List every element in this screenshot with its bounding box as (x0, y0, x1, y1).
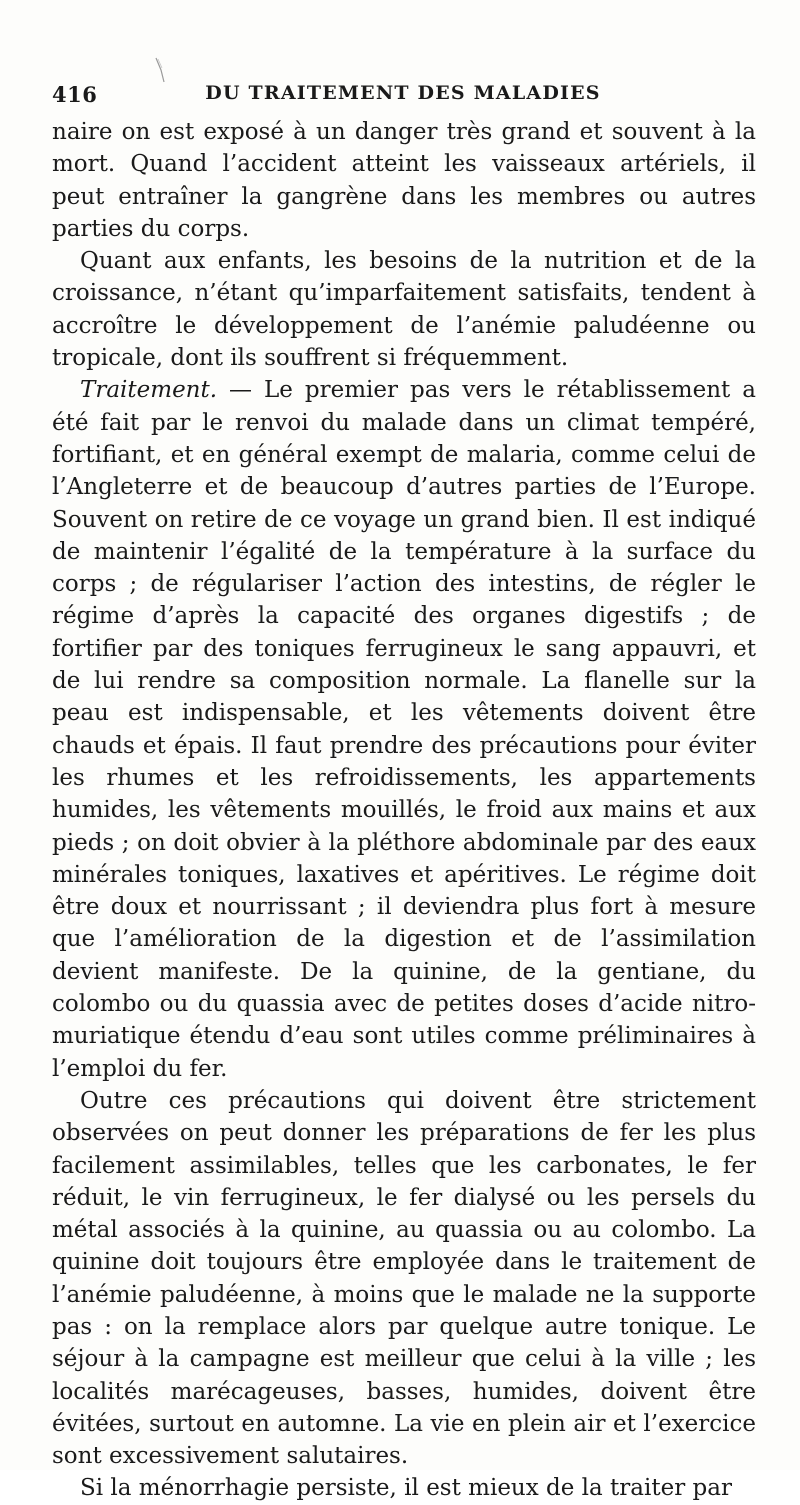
running-head (52, 82, 754, 112)
ink-smudge-mark (152, 56, 168, 84)
paragraph-continuation: naire on est exposé à un danger très grand et souvent à la mort. Quand l’accident atteint les vaisseaux artériels, il peut entraîner la gangrène dans les membres ou autres parties du corps. (52, 119, 756, 242)
paragraph-treatment (52, 374, 756, 1085)
body-text (52, 116, 756, 1505)
paragraph-menorrhagia: Si la ménorrhagie persiste, il est mieux de la traiter par (80, 1475, 732, 1502)
running-title: DU TRAITEMENT DES MALADIES (205, 82, 601, 104)
paragraph-treatment-text: — Le premier pas vers le rétablissement a été fait par le renvoi du malade dans un climat tempéré, fortifiant, et en général exempt de malaria, comme celui de l’Angleterre et de beaucoup d’autres parties de l’Europe. Souvent on retire de ce voyage un grand bien. Il est indiqué de maintenir l’égalité de la température à la surface du corps ; de régulariser l’action des intestins, de régler le régime d’après la capacité des organes digestifs ; de fortifier par des toniques ferrugineux le sang appauvri, et de lui rendre sa composition normale. La flanelle sur la peau est indispensable, et les vêtements doivent être chauds et épais. Il faut prendre des précautions pour éviter les rhumes et les refroidissements, les appartements humides, les vêtements mouillés, le froid aux mains et aux pieds ; on doit obvier à la pléthore abdominale par des eaux minérales toniques, laxatives et apéritives. Le régime doit être doux et nourrissant ; il deviendra plus fort à mesure que l’amélioration de la digestion et de l’assimilation devient manifeste. De la quinine, de la gentiane, du colombo ou du quassia avec de petites doses d’acide nitro-muriatique étendu d’eau sont utiles comme préliminaires à l’emploi du fer. (52, 377, 756, 1082)
paragraph-children: Quant aux enfants, les besoins de la nutrition et de la croissance, n’étant qu’imparfaitement satisfaits, tendent à accroître le développement de l’anémie paludéenne ou tropicale, dont ils souffrent si fréquemment. (52, 248, 756, 372)
page-number: 416 (52, 82, 98, 107)
section-heading-traitement: Traitement. (80, 377, 218, 404)
paragraph-iron-preparations: Outre ces précautions qui doivent être strictement observées on peut donner les préparations de fer les plus facilement assimilables, telles que les carbonates, le fer réduit, le vin ferrugineux, le fer dialysé ou les persels du métal associés à la quinine, au quassia ou au colombo. La quinine doit toujours être employée dans le traitement de l’anémie paludéenne, à moins que le malade ne la supporte pas : on la remplace alors par quelque autre tonique. Le séjour à la campagne est meilleur que celui à la ville ; les localités marécageuses, basses, humides, doivent être évitées, surtout en automne. La vie en plein air et l’exercice sont excessivement salutaires. (52, 1087, 756, 1470)
